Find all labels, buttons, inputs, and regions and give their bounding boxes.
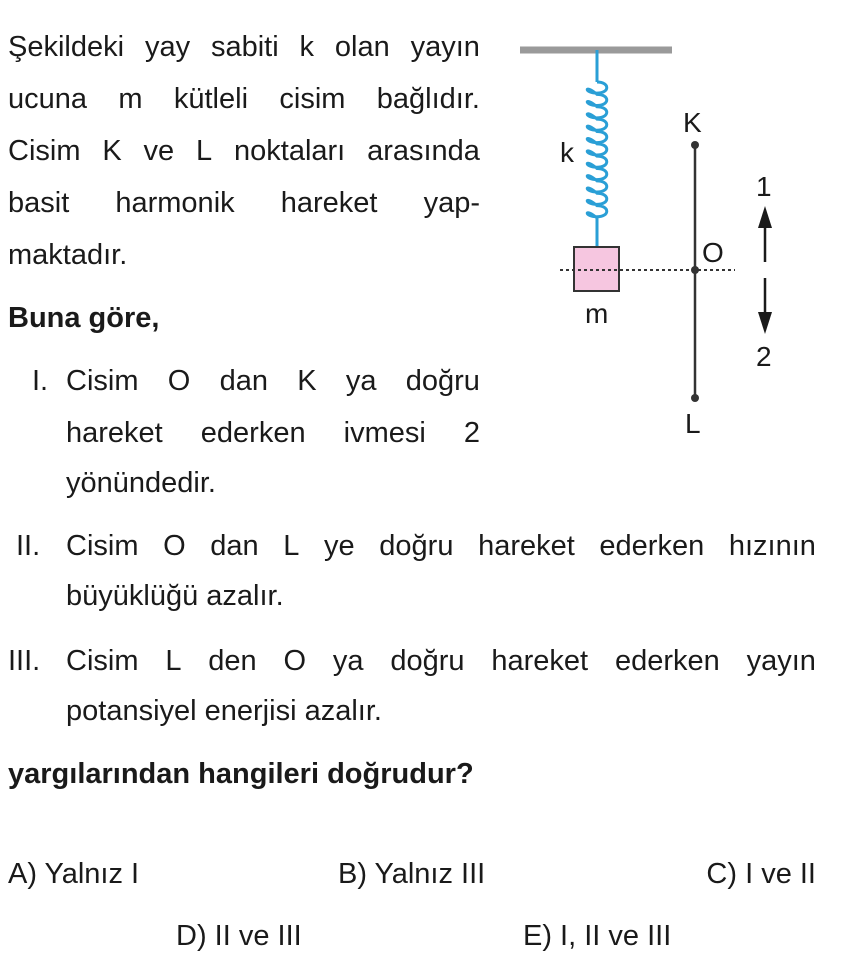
point-k-label: K (683, 107, 702, 138)
word: harmonik (115, 187, 235, 219)
word: O (163, 530, 186, 562)
word: yayın (410, 31, 480, 63)
word: arasında (367, 135, 480, 167)
spring (587, 50, 607, 247)
word: sabiti (210, 31, 279, 63)
statement-3-number: III. (8, 645, 41, 677)
word: noktaları (234, 135, 346, 167)
word: L (165, 645, 182, 677)
direction-arrows (758, 206, 772, 334)
mass-label: m (585, 298, 609, 329)
word: bağlıdır. (376, 83, 480, 115)
word: Cisim (8, 135, 81, 167)
word: K (297, 365, 317, 397)
word: hareket (280, 187, 378, 219)
word: m (118, 83, 143, 115)
point-k-dot (691, 141, 699, 149)
point-l-dot (691, 394, 699, 402)
word: 2 (463, 417, 480, 449)
statement-3-line-2: potansiyel enerjisi azalır. (66, 695, 382, 727)
word: hareket (478, 530, 575, 562)
question-prompt: yargılarından hangileri doğrudur? (8, 758, 474, 790)
statement-1-line-3: yönündedir. (66, 467, 216, 499)
word: doğru (379, 530, 454, 562)
word: hareket (491, 645, 589, 677)
word: doğru (405, 365, 480, 397)
point-o-label: O (702, 237, 724, 268)
point-l-label: L (685, 408, 701, 439)
word: K (102, 135, 122, 167)
word: yay (144, 31, 191, 63)
word: Şekildeki (8, 31, 125, 63)
lead-text: Buna göre, (8, 302, 160, 334)
word: ederken (599, 530, 705, 562)
word: ucuna (8, 83, 88, 115)
word: O (283, 645, 307, 677)
intro-line-5: maktadır. (8, 239, 128, 271)
word: ederken (200, 417, 306, 449)
word: ivmesi (343, 417, 426, 449)
word: Cisim (66, 645, 139, 677)
word: k (299, 31, 315, 63)
word: olan (334, 31, 390, 63)
direction-2-label: 2 (756, 341, 772, 372)
spring-label: k (560, 137, 574, 168)
word: hareket (66, 417, 163, 449)
statement-1-number: I. (32, 365, 49, 397)
word: ye (324, 530, 355, 562)
word: L (283, 530, 300, 562)
word: ederken (614, 645, 720, 677)
point-o-dot (691, 266, 699, 274)
word: dan (210, 530, 259, 562)
word: L (196, 135, 213, 167)
statement-2-number: II. (16, 530, 41, 562)
word: dan (219, 365, 268, 397)
word: doğru (390, 645, 465, 677)
option-e[interactable]: E) I, II ve III (523, 920, 672, 952)
direction-1-label: 1 (756, 171, 772, 202)
word: Cisim (66, 365, 139, 397)
option-d[interactable]: D) II ve III (176, 920, 302, 952)
word: ya (332, 645, 364, 677)
statement-2-line-2: büyüklüğü azalır. (66, 580, 284, 612)
option-b[interactable]: B) Yalnız III (338, 858, 486, 890)
word: den (208, 645, 257, 677)
word: kütleli (173, 83, 249, 115)
word: ya (345, 365, 377, 397)
option-c[interactable]: C) I ve II (706, 858, 816, 890)
word: cisim (279, 83, 346, 115)
word: yap- (423, 187, 480, 219)
word: O (167, 365, 191, 397)
word: hızının (728, 530, 816, 562)
word: ve (143, 135, 175, 167)
option-a[interactable]: A) Yalnız I (8, 858, 140, 890)
word: Cisim (66, 530, 139, 562)
word: yayın (746, 645, 816, 677)
word: basit (8, 187, 70, 219)
